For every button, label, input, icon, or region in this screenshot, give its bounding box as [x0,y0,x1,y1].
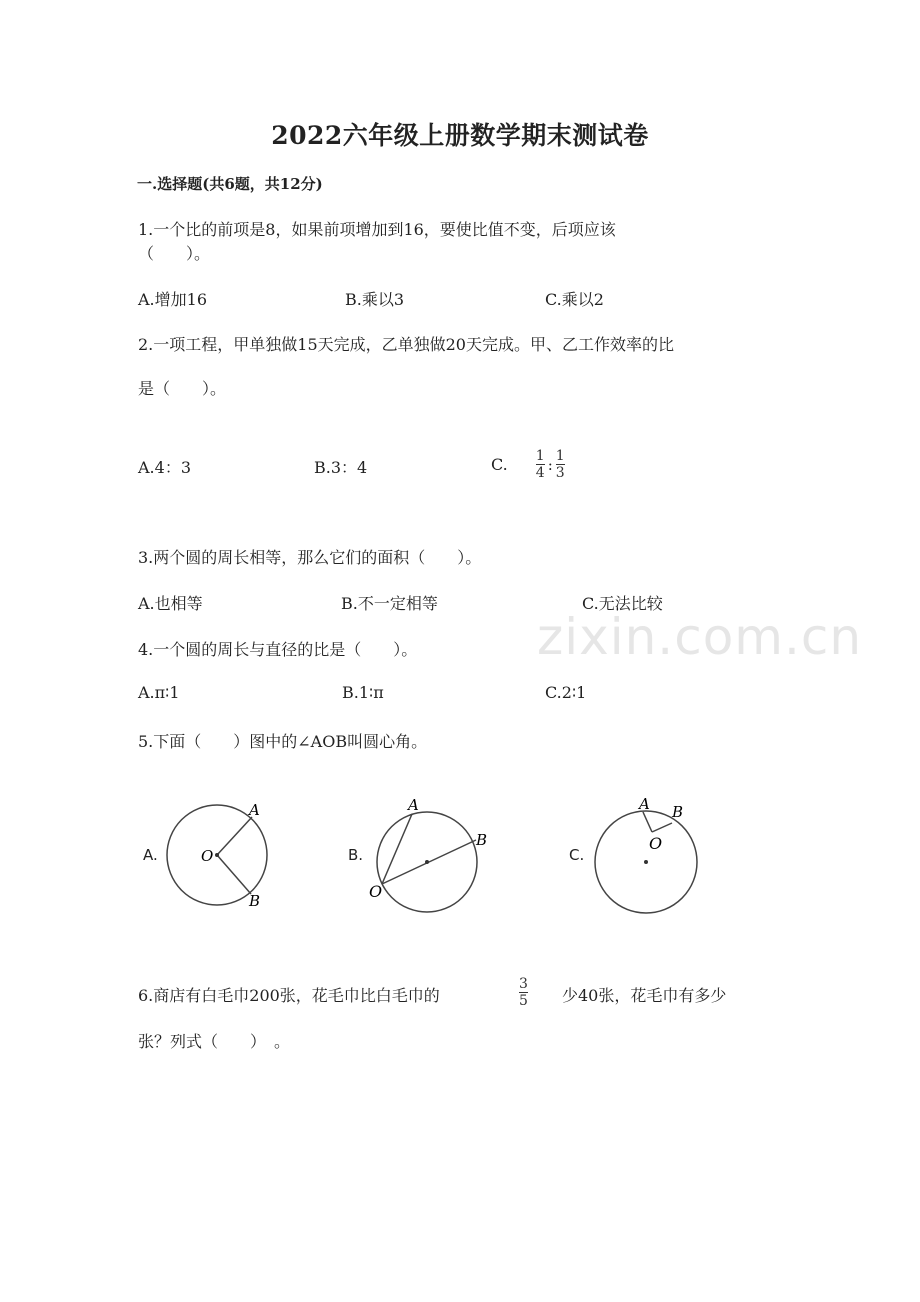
question-5-line-1: 5.下面（ ）图中的∠AOB叫圆心角。 [138,732,428,751]
figure-a-point-b: B [249,892,261,910]
figure-a-diagram [160,795,285,915]
question-4-option-a[interactable]: A.π∶1 [138,683,180,702]
question-2-line-2: 是（ ）。 [138,379,227,398]
question-6-line-1-start: 6.商店有白毛巾200张，花毛巾比白毛巾的 [138,986,440,1005]
ratio-separator: : [547,455,553,474]
question-2-option-c-label: C. [491,455,508,474]
question-1-line-1: 1.一个比的前项是8，如果前项增加到16，要使比值不变，后项应该 [138,220,616,239]
question-4-line-1: 4.一个圆的周长与直径的比是（ ）。 [138,640,418,659]
figure-c-point-a: A [639,795,650,813]
watermark: zixin.com.cn [537,608,863,666]
question-3-option-a[interactable]: A.也相等 [138,594,203,613]
figure-a-point-a: A [249,801,260,819]
figure-c-point-b: B [672,803,684,821]
section-heading: 一.选择题(共6题，共12分) [137,175,323,193]
question-3-line-1: 3.两个圆的周长相等，那么它们的面积（ ）。 [138,548,482,567]
figure-c-center-dot [644,860,648,864]
question-2-option-b[interactable]: B.3：4 [314,458,368,477]
question-4-option-b[interactable]: B.1∶π [342,683,384,702]
question-1-line-2: （ ）。 [138,244,211,263]
fraction-one-third: $\frac{1}{3}$ [555,448,565,481]
figure-b-point-b: B [476,831,488,849]
figure-a-point-o: O [201,847,214,865]
figure-b-diagram [366,792,496,922]
figure-a-center-dot [215,853,219,857]
figure-b-chord-oa [382,814,412,884]
question-6-line-1-end: 少40张，花毛巾有多少 [562,986,727,1005]
page-title: 2022六年级上册数学期末测试卷 [271,121,649,150]
question-6-line-2: 张？列式（ ） 。 [138,1032,291,1051]
question-6-fraction: 3 5 [519,976,528,1009]
figure-b-point-o: O [369,882,383,901]
figure-a-radius-ob [217,855,251,894]
fraction-one-quarter: $\frac{1}{4}$ [535,448,545,481]
question-1-option-c[interactable]: C.乘以2 [545,290,604,309]
figure-a-radius-oa [217,817,252,855]
question-3-option-c[interactable]: C.无法比较 [582,594,663,613]
question-3-option-b[interactable]: B.不一定相等 [341,594,438,613]
question-1-option-b[interactable]: B.乘以3 [345,290,405,309]
question-2-option-c-ratio [536,448,565,481]
question-2-option-c[interactable] [491,448,565,481]
figure-c-segment-ob [652,823,672,832]
figure-c-label[interactable]: C. [569,846,585,864]
figure-c-segment-oa [643,812,652,832]
question-1-option-a[interactable]: A.增加16 [138,290,208,309]
figure-c-point-o: O [649,834,663,853]
figure-b-label[interactable]: B. [348,846,364,864]
question-2-option-a[interactable]: A.4：3 [138,458,192,477]
figure-b-center-dot [425,860,429,864]
figure-b-point-a: A [408,796,419,814]
figure-c-diagram [588,792,708,917]
figure-a-label[interactable]: A. [143,846,158,864]
question-2-line-1: 2.一项工程，甲单独做15天完成，乙单独做20天完成。甲、乙工作效率的比 [138,335,674,354]
question-4-option-c[interactable]: C.2∶1 [545,683,587,702]
